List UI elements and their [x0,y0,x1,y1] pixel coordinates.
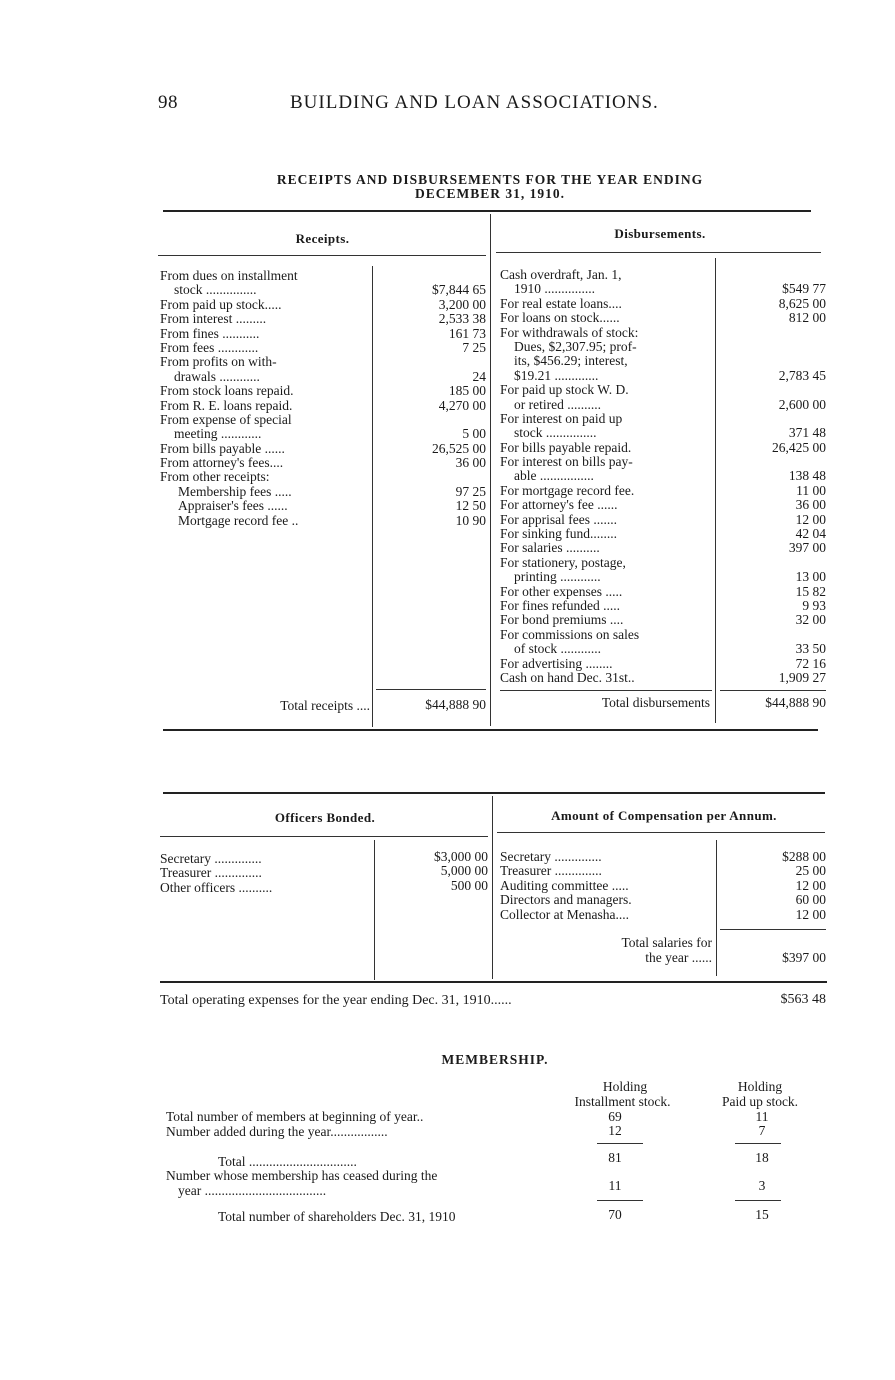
disbursement-amount: 11 00 [796,482,826,498]
receipt-amount: 12 50 [455,498,486,514]
compensation-amount: 60 00 [795,892,826,908]
membership-col1-line2: Installment stock. [574,1094,671,1109]
disbursement-amount: 138 48 [788,468,826,484]
disbursement-line: Cash overdraft, Jan. 1, [500,267,622,282]
membership-col2-line1: Holding [737,1079,783,1094]
receipt-line: From paid up stock..... [160,296,282,312]
disbursement-amount: 15 82 [795,583,826,599]
bonded-amount: $3,000 00 [434,849,488,864]
disbursement-amount: 42 04 [795,526,826,542]
membership-row-inst: 12 [608,1123,622,1138]
disbursement-line: its, $456.29; interest, [514,353,628,369]
compensation-line: Auditing committee ..... [500,877,629,893]
disbursement-amount: 812 00 [788,310,826,326]
disbursement-line: For bills payable repaid. [500,439,632,455]
bonded-line: Other officers .......... [160,879,273,895]
disbursement-line: For interest on bills pay- [500,454,633,470]
receipt-amount: 2,533 38 [438,311,486,327]
receipt-amount: 3,200 00 [438,296,486,312]
receipt-line: From attorney's fees.... [160,455,284,471]
membership-row-paid: 15 [755,1207,769,1222]
receipt-line: From R. E. loans repaid. [160,397,293,413]
receipt-line: meeting ............ [174,426,262,442]
disbursement-line: For other expenses ..... [500,583,623,599]
membership-row-inst: 70 [608,1207,622,1222]
receipt-amount: 185 00 [448,383,486,399]
operating-expenses-amount: $563 48 [780,992,826,1007]
receipt-line: Appraiser's fees ...... [178,498,288,514]
receipt-line: From bills payable ...... [160,440,285,456]
operating-expenses-label: Total operating expenses for the year ending Dec. 31, 1910...... [160,993,512,1008]
membership-subtotal-rule-inst [597,1143,643,1144]
compensation-line: Secretary .............. [500,849,602,864]
receipt-amount: 36 00 [455,455,486,471]
membership-row-paid: 11 [755,1109,769,1124]
disbursement-line: For attorney's fee ...... [500,497,618,513]
bonded-line: Secretary .............. [160,851,262,866]
membership-row-inst: 69 [608,1109,622,1124]
total-receipts-label: Total receipts .... [280,698,370,713]
membership-row-inst: 11 [608,1178,622,1193]
receipt-amount: 24 [472,368,486,384]
disbursement-line: For withdrawals of stock: [500,324,639,340]
disbursement-amount: 2,600 00 [778,396,826,412]
receipt-amount: 5 00 [462,426,486,442]
total-disbursements-label: Total disbursements [601,695,710,710]
compensation-line: Directors and managers. [500,892,632,908]
receipt-line: Membership fees ..... [178,483,292,499]
membership-total-rule-inst [597,1200,643,1201]
compensation-amount: $288 00 [782,849,826,864]
disbursement-line: stock ............... [514,425,597,441]
membership-row-label: Number whose membership has ceased during the [166,1168,438,1183]
disbursement-amount: 1,909 27 [778,669,826,685]
receipt-amount: 10 90 [455,512,486,528]
receipt-line: From fines ........... [160,325,260,341]
receipt-line: From other receipts: [160,469,270,485]
disbursement-line: For loans on stock...... [500,310,620,326]
disbursement-amount: 9 93 [802,597,826,613]
receipt-amount: 26,525 00 [432,440,486,456]
disbursement-amount: 36 00 [795,497,826,513]
compensation-amount: 25 00 [795,863,826,879]
receipt-line: drawals ............ [174,368,260,384]
total-disbursements-amount: $44,888 90 [765,695,826,710]
receipt-line: From dues on installment [160,268,298,283]
disbursement-line: Dues, $2,307.95; prof- [514,338,637,354]
receipts-header: Receipts. [295,231,350,246]
disbursement-amount: 72 16 [795,655,826,671]
disbursement-amount: 2,783 45 [778,367,826,383]
disbursement-amount: 32 00 [795,612,826,628]
compensation-header: Amount of Compensation per Annum. [551,808,777,823]
disbursement-line: $19.21 ............. [514,367,599,383]
disbursement-line: 1910 ............... [514,281,595,297]
receipt-line: Mortgage record fee .. [178,512,299,528]
membership-title: MEMBERSHIP. [441,1052,549,1067]
compensation-line: Collector at Menasha.... [500,906,629,922]
disbursement-line: Cash on hand Dec. 31st.. [500,669,635,685]
membership-total-rule-paid [735,1200,781,1201]
disbursement-line: For bond premiums .... [500,612,624,628]
disbursement-line: For apprisal fees ....... [500,511,617,527]
disbursement-line: For real estate loans.... [500,295,622,311]
receipt-amount: $7,844 65 [432,282,486,298]
receipt-line: From expense of special [160,411,292,427]
disbursement-line: For commissions on sales [500,626,640,642]
total-salaries-amount: $397 00 [782,950,826,965]
disbursement-amount: $549 77 [782,281,826,297]
membership-col1-line1: Holding [602,1079,648,1094]
disbursement-line: For stationery, postage, [500,554,626,570]
total-salaries-line2: the year ...... [645,950,712,965]
receipt-amount: 7 25 [462,339,486,355]
membership-row-label: Total number of members at beginning of year.. [166,1109,424,1124]
membership-row-inst: 81 [608,1150,622,1165]
disbursement-line: of stock ............ [514,641,601,657]
membership-row-paid: 7 [758,1123,766,1138]
total-salaries-line1: Total salaries for [621,935,712,950]
disbursement-amount: 8,625 00 [778,295,826,311]
membership-row-label: Total number of shareholders Dec. 31, 1910 [218,1209,456,1224]
disbursement-line: For salaries .......... [500,540,600,556]
disbursement-line: For sinking fund........ [500,526,618,542]
receipt-line: From stock loans repaid. [160,383,294,399]
bonded-amount: 5,000 00 [440,863,488,879]
receipt-amount: 97 25 [455,483,486,499]
disbursement-amount: 33 50 [795,641,826,657]
disbursement-line: or retired .......... [514,396,601,412]
membership-row-label: Number added during the year................. [166,1124,388,1139]
bonded-amount: 500 00 [450,877,488,893]
disbursements-header: Disbursements. [614,226,706,241]
bonded-line: Treasurer .............. [160,865,262,881]
compensation-amount: 12 00 [795,877,826,893]
disbursement-amount: 26,425 00 [772,439,826,455]
membership-col2-line2: Paid up stock. [721,1094,799,1109]
disbursement-line: able ................ [514,468,594,484]
disbursement-line: printing ............ [514,569,601,585]
disbursement-amount: 12 00 [795,511,826,527]
receipt-line: stock ............... [174,282,257,298]
disbursement-line: For fines refunded ..... [500,597,620,613]
disbursement-amount: 371 48 [788,425,826,441]
disbursement-line: For advertising ........ [500,655,613,671]
running-title: BUILDING AND LOAN ASSOCIATIONS. [290,92,659,113]
compensation-line: Treasurer .............. [500,863,602,879]
membership-row-paid: 18 [755,1150,769,1165]
membership-subtotal-rule-paid [735,1143,781,1144]
membership-row-label: Total ................................ [218,1154,357,1169]
disbursement-amount: 397 00 [788,540,826,556]
statement-title-line1: RECEIPTS AND DISBURSEMENTS FOR THE YEAR ENDING [276,172,704,187]
page-number: 98 [158,92,178,113]
membership-row-paid: 3 [758,1178,766,1193]
officers-bonded-header: Officers Bonded. [274,810,376,825]
receipt-line: From interest ......... [160,311,267,327]
receipt-amount: 161 73 [448,325,486,341]
disbursement-amount: 13 00 [795,569,826,585]
disbursement-line: For interest on paid up [500,410,623,426]
membership-row-label: year .................................... [178,1183,327,1198]
statement-title-line2: DECEMBER 31, 1910. [414,186,565,201]
receipt-amount: 4,270 00 [438,397,486,413]
disbursement-line: For mortgage record fee. [500,482,635,498]
total-receipts-amount: $44,888 90 [425,697,486,712]
disbursement-line: For paid up stock W. D. [500,382,629,398]
receipt-line: From fees ............ [160,339,259,355]
compensation-amount: 12 00 [795,906,826,922]
receipt-line: From profits on with- [160,354,277,370]
